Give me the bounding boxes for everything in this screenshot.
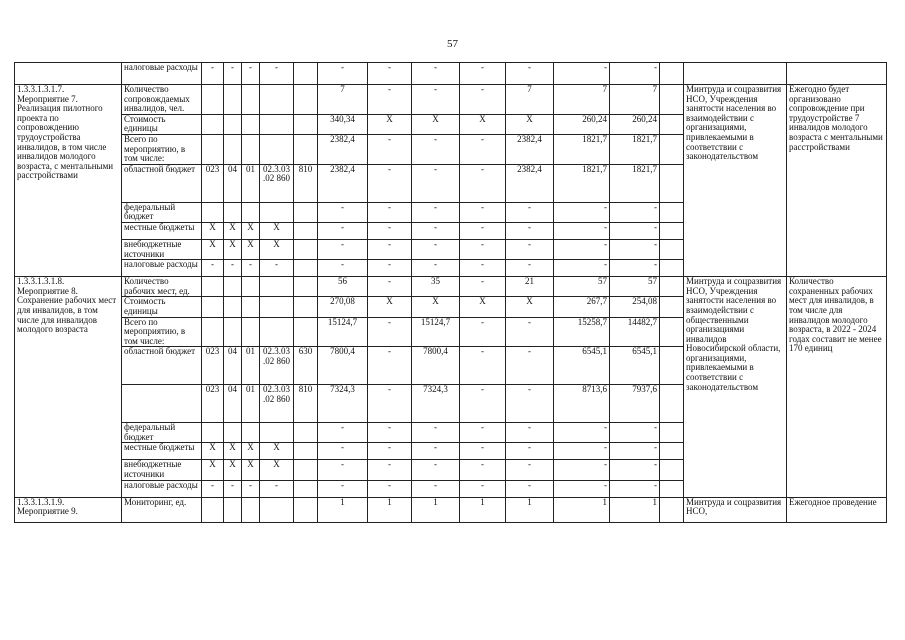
value-cell: - — [460, 317, 506, 347]
budget-code: X — [260, 460, 294, 480]
executors-cell: Минтруда и соцразвития НСО, Учреждения занятости населения во взаимодействии с общественными организациями инвалидов Новосибирской области, организациями, привлекаемыми в соответствии с законодательством — [684, 277, 787, 498]
value-cell: - — [412, 63, 460, 85]
value-cell: - — [368, 385, 412, 423]
spacer-cell — [660, 85, 684, 115]
value-cell: 56 — [318, 277, 368, 297]
value-cell: - — [554, 202, 610, 222]
value-cell: - — [412, 260, 460, 277]
value-cell: - — [610, 260, 660, 277]
budget-code — [260, 114, 294, 134]
budget-code — [260, 277, 294, 297]
value-cell: - — [318, 480, 368, 497]
value-cell: 1 — [506, 497, 554, 522]
value-cell: - — [368, 202, 412, 222]
value-cell: 2382,4 — [506, 164, 554, 202]
value-cell: - — [506, 317, 554, 347]
value-cell: 7800,4 — [318, 347, 368, 385]
value-cell: - — [368, 480, 412, 497]
value-cell: 14482,7 — [610, 317, 660, 347]
spacer-cell — [660, 277, 684, 297]
budget-code: 04 — [224, 164, 242, 202]
budget-code — [224, 277, 242, 297]
value-cell: 7800,4 — [412, 347, 460, 385]
row-label: федеральный бюджет — [122, 423, 202, 443]
budget-code — [294, 277, 318, 297]
budget-code: X — [260, 239, 294, 259]
result-cell: Ежегодное проведение — [787, 497, 887, 522]
spacer-cell — [660, 497, 684, 522]
value-cell: - — [368, 63, 412, 85]
value-cell: 1 — [412, 497, 460, 522]
spacer-cell — [660, 239, 684, 259]
table-row — [15, 63, 887, 85]
value-cell: X — [506, 297, 554, 317]
value-cell: X — [460, 114, 506, 134]
executors-cell: Минтруда и соцразвития НСО, — [684, 497, 787, 522]
value-cell: - — [460, 239, 506, 259]
value-cell: 35 — [412, 277, 460, 297]
value-cell: - — [412, 202, 460, 222]
spacer-cell — [660, 297, 684, 317]
budget-code — [224, 85, 242, 115]
value-cell: - — [554, 460, 610, 480]
budget-code: X — [242, 239, 260, 259]
value-cell: - — [368, 460, 412, 480]
budget-code: - — [242, 260, 260, 277]
value-cell: - — [460, 480, 506, 497]
value-cell: - — [318, 423, 368, 443]
budget-code — [260, 297, 294, 317]
table-row — [15, 277, 887, 297]
budget-code — [294, 460, 318, 480]
budget-code: X — [260, 222, 294, 239]
budget-code — [202, 202, 224, 222]
value-cell: - — [318, 443, 368, 460]
table-row — [15, 85, 887, 115]
value-cell: - — [506, 460, 554, 480]
budget-code — [242, 497, 260, 522]
executors-cell — [684, 63, 787, 85]
budget-code: - — [242, 480, 260, 497]
value-cell: - — [368, 239, 412, 259]
value-cell: - — [610, 239, 660, 259]
budget-code — [294, 297, 318, 317]
value-cell: - — [412, 480, 460, 497]
value-cell: - — [506, 260, 554, 277]
value-cell: 1 — [610, 497, 660, 522]
row-label: Всего по мероприятию, в том числе: — [122, 317, 202, 347]
value-cell: 1 — [460, 497, 506, 522]
budget-code: X — [242, 460, 260, 480]
value-cell: 7324,3 — [412, 385, 460, 423]
budget-code — [202, 85, 224, 115]
value-cell: - — [506, 443, 554, 460]
value-cell: - — [368, 164, 412, 202]
value-cell: - — [412, 460, 460, 480]
budget-code: - — [202, 260, 224, 277]
value-cell: - — [412, 443, 460, 460]
value-cell: - — [318, 239, 368, 259]
budget-code: 023 — [202, 347, 224, 385]
budget-code — [260, 423, 294, 443]
value-cell: - — [318, 222, 368, 239]
measure-title-cell: 1.3.3.1.3.1.9. Мероприятие 9. — [15, 497, 122, 522]
budget-code: 630 — [294, 347, 318, 385]
value-cell: - — [506, 202, 554, 222]
budget-code: X — [202, 443, 224, 460]
row-label: Мониторинг, ед. — [122, 497, 202, 522]
spacer-cell — [660, 202, 684, 222]
value-cell: - — [554, 423, 610, 443]
value-cell: 2382,4 — [506, 134, 554, 164]
value-cell: - — [412, 85, 460, 115]
budget-code — [224, 134, 242, 164]
budget-code: 02.3.03.02 860 — [260, 164, 294, 202]
value-cell: 7324,3 — [318, 385, 368, 423]
budget-code: - — [224, 260, 242, 277]
budget-code — [224, 202, 242, 222]
budget-code — [260, 202, 294, 222]
value-cell: 1821,7 — [610, 134, 660, 164]
budget-code: X — [242, 443, 260, 460]
budget-code: X — [202, 239, 224, 259]
spacer-cell — [660, 164, 684, 202]
row-label: Стоимость единицы — [122, 114, 202, 134]
budget-code — [294, 443, 318, 460]
value-cell: - — [460, 164, 506, 202]
value-cell: - — [368, 134, 412, 164]
value-cell: - — [554, 222, 610, 239]
budget-code: 01 — [242, 385, 260, 423]
budget-code — [294, 480, 318, 497]
budget-code — [224, 297, 242, 317]
value-cell: 270,08 — [318, 297, 368, 317]
budget-code: - — [202, 63, 224, 85]
executors-cell: Минтруда и соцразвития НСО, Учреждения занятости населения во взаимодействии с организациями, привлекаемыми в соответствии с законодательством — [684, 85, 787, 277]
budget-code — [224, 317, 242, 347]
value-cell: 340,34 — [318, 114, 368, 134]
budget-code — [242, 85, 260, 115]
budget-code — [260, 134, 294, 164]
value-cell: - — [318, 63, 368, 85]
budget-code — [224, 114, 242, 134]
row-label: Количество сопровождаемых инвалидов, чел. — [122, 85, 202, 115]
budget-code: - — [242, 63, 260, 85]
budget-code — [294, 85, 318, 115]
budget-code — [294, 134, 318, 164]
value-cell: - — [412, 239, 460, 259]
budget-code: 01 — [242, 347, 260, 385]
budget-code: 04 — [224, 347, 242, 385]
value-cell: - — [460, 63, 506, 85]
value-cell: 8713,6 — [554, 385, 610, 423]
value-cell: - — [318, 202, 368, 222]
budget-code — [202, 423, 224, 443]
value-cell: - — [412, 164, 460, 202]
value-cell: - — [460, 460, 506, 480]
budget-code — [242, 423, 260, 443]
budget-code — [224, 423, 242, 443]
budget-code: - — [260, 63, 294, 85]
budget-code — [294, 260, 318, 277]
spacer-cell — [660, 385, 684, 423]
value-cell: 57 — [610, 277, 660, 297]
value-cell: - — [610, 460, 660, 480]
value-cell: - — [460, 443, 506, 460]
value-cell: - — [610, 222, 660, 239]
budget-code — [242, 202, 260, 222]
budget-code: X — [224, 460, 242, 480]
value-cell: 2382,4 — [318, 134, 368, 164]
value-cell: - — [610, 443, 660, 460]
budget-code: X — [224, 443, 242, 460]
value-cell: - — [368, 347, 412, 385]
budget-code — [242, 277, 260, 297]
value-cell: 15258,7 — [554, 317, 610, 347]
value-cell: X — [412, 114, 460, 134]
value-cell: 1 — [554, 497, 610, 522]
budget-code — [260, 497, 294, 522]
budget-code — [202, 497, 224, 522]
budget-code: 023 — [202, 385, 224, 423]
value-cell: - — [506, 385, 554, 423]
budget-code: 810 — [294, 385, 318, 423]
program-measures-table — [14, 62, 887, 523]
budget-code: X — [202, 460, 224, 480]
value-cell: 6545,1 — [610, 347, 660, 385]
budget-code: X — [202, 222, 224, 239]
row-label: налоговые расходы — [122, 260, 202, 277]
value-cell: - — [554, 443, 610, 460]
measure-title-cell — [15, 63, 122, 85]
value-cell: - — [412, 134, 460, 164]
value-cell: X — [368, 297, 412, 317]
budget-code — [242, 114, 260, 134]
value-cell: - — [554, 239, 610, 259]
value-cell: - — [460, 277, 506, 297]
value-cell: - — [368, 222, 412, 239]
value-cell: - — [412, 423, 460, 443]
spacer-cell — [660, 480, 684, 497]
value-cell: - — [460, 260, 506, 277]
budget-code: 04 — [224, 385, 242, 423]
value-cell: 15124,7 — [318, 317, 368, 347]
measure-title-cell: 1.3.3.1.3.1.7. Мероприятие 7. Реализация пилотного проекта по сопровождению трудоустройства инвалидов, в том числе инвалидов молодого возраста, с ментальными расстройствами — [15, 85, 122, 277]
value-cell: 7 — [610, 85, 660, 115]
budget-code: - — [260, 260, 294, 277]
value-cell: - — [506, 239, 554, 259]
spacer-cell — [660, 63, 684, 85]
value-cell: 1821,7 — [554, 134, 610, 164]
value-cell: 260,24 — [554, 114, 610, 134]
value-cell: - — [506, 63, 554, 85]
value-cell: - — [610, 202, 660, 222]
value-cell: - — [610, 63, 660, 85]
value-cell: - — [610, 480, 660, 497]
value-cell: - — [506, 480, 554, 497]
row-label: внебюджетные источники — [122, 239, 202, 259]
budget-code: 810 — [294, 164, 318, 202]
budget-code — [294, 497, 318, 522]
spacer-cell — [660, 260, 684, 277]
budget-code — [294, 222, 318, 239]
row-label: внебюджетные источники — [122, 460, 202, 480]
value-cell: - — [460, 85, 506, 115]
row-label: местные бюджеты — [122, 222, 202, 239]
value-cell: - — [460, 134, 506, 164]
budget-code — [294, 423, 318, 443]
budget-code: - — [224, 480, 242, 497]
value-cell: - — [460, 347, 506, 385]
value-cell: 267,7 — [554, 297, 610, 317]
value-cell: - — [460, 222, 506, 239]
row-label: налоговые расходы — [122, 480, 202, 497]
budget-code — [202, 297, 224, 317]
result-cell: Ежегодно будет организовано сопровождение при трудоустройстве 7 инвалидов молодого возраста с ментальными расстройствами — [787, 85, 887, 277]
value-cell: - — [460, 202, 506, 222]
result-cell: Количество сохраненных рабочих мест для инвалидов, в том числе для инвалидов молодого возраста, в 2022 - 2024 годах составит не менее 170 единиц — [787, 277, 887, 498]
value-cell: - — [506, 222, 554, 239]
value-cell: 6545,1 — [554, 347, 610, 385]
value-cell: - — [368, 260, 412, 277]
result-cell — [787, 63, 887, 85]
value-cell: 57 — [554, 277, 610, 297]
spacer-cell — [660, 222, 684, 239]
spacer-cell — [660, 347, 684, 385]
value-cell: 7 — [554, 85, 610, 115]
spacer-cell — [660, 317, 684, 347]
budget-code — [202, 277, 224, 297]
budget-code — [202, 317, 224, 347]
budget-code: - — [224, 63, 242, 85]
budget-code: 023 — [202, 164, 224, 202]
value-cell: 7937,6 — [610, 385, 660, 423]
row-label: местные бюджеты — [122, 443, 202, 460]
value-cell: 1821,7 — [610, 164, 660, 202]
budget-code — [294, 63, 318, 85]
budget-code — [224, 497, 242, 522]
value-cell: 260,24 — [610, 114, 660, 134]
value-cell: - — [554, 480, 610, 497]
value-cell: - — [368, 443, 412, 460]
value-cell: - — [506, 423, 554, 443]
budget-code: - — [260, 480, 294, 497]
value-cell: 2382,4 — [318, 164, 368, 202]
budget-code: X — [224, 239, 242, 259]
budget-code — [242, 134, 260, 164]
budget-code: X — [242, 222, 260, 239]
budget-code: 02.3.03.02 860 — [260, 385, 294, 423]
value-cell: - — [368, 277, 412, 297]
value-cell: X — [412, 297, 460, 317]
value-cell: - — [610, 423, 660, 443]
budget-code — [242, 297, 260, 317]
row-label: федеральный бюджет — [122, 202, 202, 222]
row-label — [122, 385, 202, 423]
value-cell: - — [554, 260, 610, 277]
value-cell: X — [506, 114, 554, 134]
value-cell: - — [412, 222, 460, 239]
measure-title-cell: 1.3.3.1.3.1.8. Мероприятие 8. Сохранение рабочих мест для инвалидов, в том числе для инвалидов молодого возраста — [15, 277, 122, 498]
spacer-cell — [660, 423, 684, 443]
value-cell: - — [368, 85, 412, 115]
value-cell: - — [318, 460, 368, 480]
spacer-cell — [660, 460, 684, 480]
value-cell: - — [318, 260, 368, 277]
budget-code — [242, 317, 260, 347]
value-cell: - — [368, 423, 412, 443]
value-cell: 7 — [318, 85, 368, 115]
row-label: Количество рабочих мест, ед. — [122, 277, 202, 297]
budget-code — [260, 317, 294, 347]
budget-code — [202, 114, 224, 134]
row-label: Стоимость единицы — [122, 297, 202, 317]
value-cell: X — [460, 297, 506, 317]
value-cell: 1 — [318, 497, 368, 522]
budget-code: 02.3.03.02 860 — [260, 347, 294, 385]
value-cell: 15124,7 — [412, 317, 460, 347]
value-cell: 254,08 — [610, 297, 660, 317]
value-cell: - — [368, 317, 412, 347]
budget-code: - — [202, 480, 224, 497]
spacer-cell — [660, 134, 684, 164]
budget-code — [294, 202, 318, 222]
budget-code — [294, 317, 318, 347]
value-cell: - — [460, 385, 506, 423]
spacer-cell — [660, 443, 684, 460]
budget-code — [294, 239, 318, 259]
spacer-cell — [660, 114, 684, 134]
budget-code: X — [260, 443, 294, 460]
table-row — [15, 497, 887, 522]
budget-code — [260, 85, 294, 115]
budget-code: X — [224, 222, 242, 239]
row-label: областной бюджет — [122, 164, 202, 202]
page-number: 57 — [447, 38, 458, 50]
row-label: областной бюджет — [122, 347, 202, 385]
budget-code — [202, 134, 224, 164]
budget-code — [294, 114, 318, 134]
value-cell: - — [506, 347, 554, 385]
value-cell: - — [460, 423, 506, 443]
value-cell: 1821,7 — [554, 164, 610, 202]
value-cell: - — [554, 63, 610, 85]
row-label: налоговые расходы — [122, 63, 202, 85]
value-cell: 1 — [368, 497, 412, 522]
value-cell: 7 — [506, 85, 554, 115]
value-cell: 21 — [506, 277, 554, 297]
value-cell: X — [368, 114, 412, 134]
budget-code: 01 — [242, 164, 260, 202]
row-label: Всего по мероприятию, в том числе: — [122, 134, 202, 164]
